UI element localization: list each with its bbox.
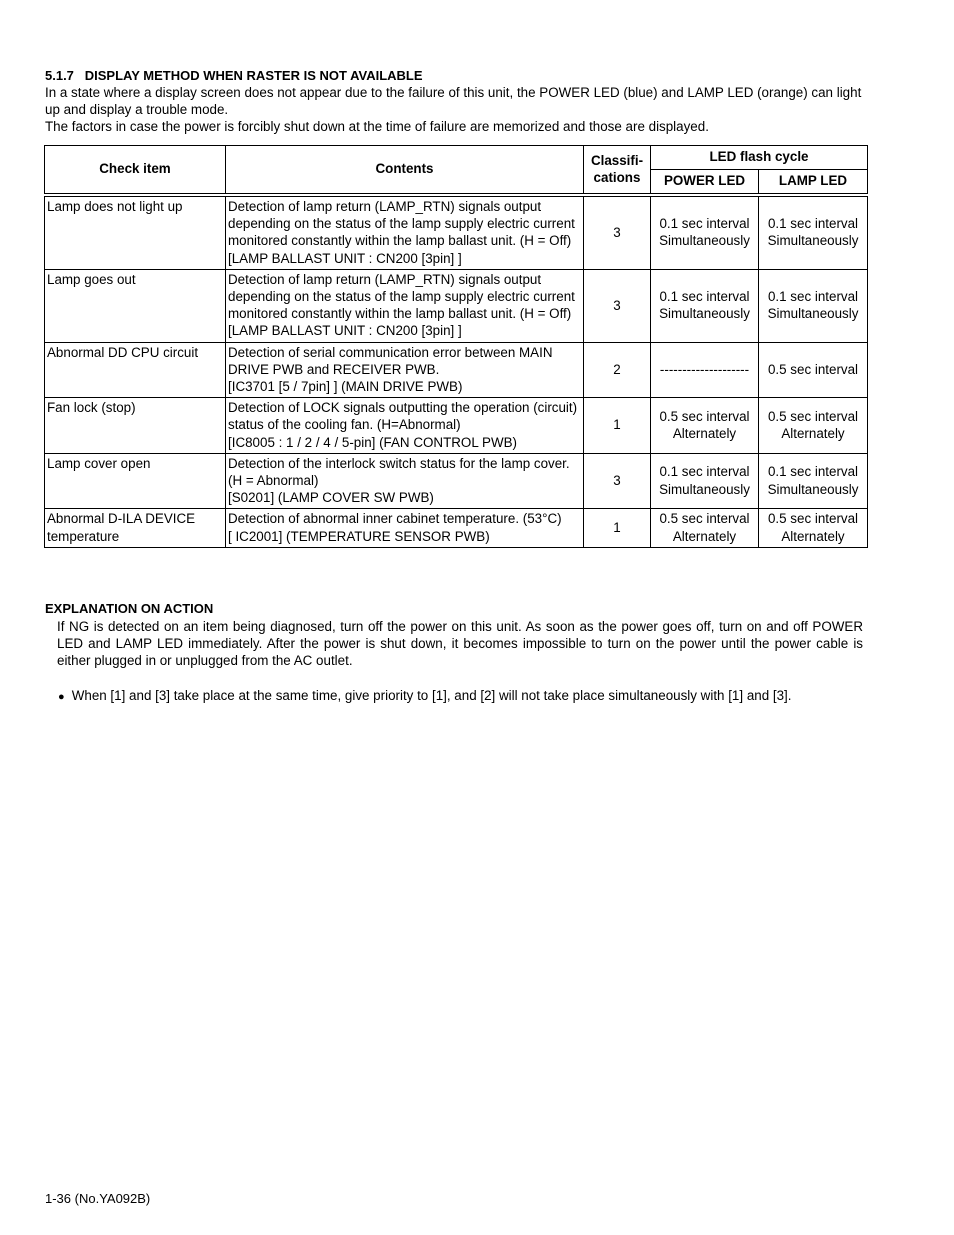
- page-number: 1-36 (No.YA092B): [45, 1191, 151, 1206]
- table-row: [45, 398, 868, 454]
- cell-contents: Detection of abnormal inner cabinet temperature. (53°C) [ IC2001] (TEMPERATURE SENSOR PWB): [226, 509, 584, 547]
- cell-check-item: Lamp cover open: [45, 453, 226, 509]
- cell-check-item: Fan lock (stop): [45, 398, 226, 454]
- cell-lamp-led: 0.5 sec interval Alternately: [759, 398, 868, 454]
- header-lamp-led: LAMP LED: [759, 170, 868, 196]
- cell-classification: 3: [584, 195, 651, 269]
- table-row: [45, 269, 868, 342]
- explanation-title: EXPLANATION ON ACTION: [45, 601, 214, 616]
- cell-power-led: 0.5 sec interval Alternately: [651, 398, 759, 454]
- cell-lamp-led: 0.5 sec interval: [759, 342, 868, 398]
- cell-power-led: --------------------: [651, 342, 759, 398]
- explanation-note: [58, 687, 878, 706]
- intro-paragraph-1: In a state where a display screen does not appear due to the failure of this unit, the POWER LED (blue) and LAMP LED (orange) can light up and display a trouble mode.: [45, 85, 862, 117]
- cell-check-item: Abnormal D-ILA DEVICE temperature: [45, 509, 226, 547]
- cell-power-led: 0.1 sec interval Simultaneously: [651, 453, 759, 509]
- cell-classification: 3: [584, 269, 651, 342]
- cell-lamp-led: 0.1 sec interval Simultaneously: [759, 269, 868, 342]
- cell-check-item: Lamp does not light up: [45, 195, 226, 269]
- table-row: [45, 342, 868, 398]
- cell-contents: Detection of lamp return (LAMP_RTN) signals output depending on the status of the lamp supply electric current monitored constantly within the lamp ballast unit. (H = Off) [LAMP BALLAST UNIT : CN200 [3pin] ]: [226, 195, 584, 269]
- cell-check-item: Abnormal DD CPU circuit: [45, 342, 226, 398]
- header-check-item: Check item: [45, 146, 226, 196]
- intro-paragraph-2: The factors in case the power is forcibly shut down at the time of failure are memorized and those are displayed.: [45, 119, 709, 134]
- cell-check-item: Lamp goes out: [45, 269, 226, 342]
- cell-classification: 3: [584, 453, 651, 509]
- cell-power-led: 0.1 sec interval Simultaneously: [651, 269, 759, 342]
- cell-power-led: 0.5 sec interval Alternately: [651, 509, 759, 547]
- cell-power-led: 0.1 sec interval Simultaneously: [651, 195, 759, 269]
- cell-contents: Detection of the interlock switch status for the lamp cover. (H = Abnormal) [S0201] (LAMP COVER SW PWB): [226, 453, 584, 509]
- table-row: [45, 195, 868, 269]
- cell-classification: 2: [584, 342, 651, 398]
- explanation-text: If NG is detected on an item being diagnosed, turn off the power on this unit. As soon as the power goes off, turn on and off POWER LED and LAMP LED immediately. After the power is shut down, it becomes impossible to turn on the power until the power cable is either plugged in or unplugged from the AC outlet.: [57, 619, 863, 668]
- intro-text: [45, 84, 875, 135]
- section-heading: 5.1.7 DISPLAY METHOD WHEN RASTER IS NOT AVAILABLE: [45, 68, 423, 83]
- cell-contents: Detection of lamp return (LAMP_RTN) signals output depending on the status of the lamp supply electric current monitored constantly within the lamp ballast unit. (H = Off) [LAMP BALLAST UNIT : CN200 [3pin] ]: [226, 269, 584, 342]
- header-classifications: Classifi- cations: [584, 146, 651, 196]
- cell-contents: Detection of LOCK signals outputting the operation (circuit) status of the cooling fan. (H=Abnormal) [IC8005 : 1 / 2 / 4 / 5-pin] (FAN CONTROL PWB): [226, 398, 584, 454]
- header-led-flash-cycle: LED flash cycle: [651, 146, 868, 170]
- cell-lamp-led: 0.1 sec interval Simultaneously: [759, 453, 868, 509]
- bullet-icon: ●: [58, 691, 65, 703]
- table-row: [45, 509, 868, 547]
- note-text: When [1] and [3] take place at the same time, give priority to [1], and [2] will not take place simultaneously with [1] and [3].: [71, 688, 792, 703]
- cell-classification: 1: [584, 398, 651, 454]
- table-header: [45, 146, 868, 196]
- cell-lamp-led: 0.5 sec interval Alternately: [759, 509, 868, 547]
- table-row: [45, 453, 868, 509]
- cell-contents: Detection of serial communication error between MAIN DRIVE PWB and RECEIVER PWB. [IC3701 [5 / 7pin] ] (MAIN DRIVE PWB): [226, 342, 584, 398]
- trouble-mode-table: [44, 145, 868, 548]
- header-power-led: POWER LED: [651, 170, 759, 196]
- header-contents: Contents: [226, 146, 584, 196]
- table-body: [45, 195, 868, 547]
- cell-lamp-led: 0.1 sec interval Simultaneously: [759, 195, 868, 269]
- cell-classification: 1: [584, 509, 651, 547]
